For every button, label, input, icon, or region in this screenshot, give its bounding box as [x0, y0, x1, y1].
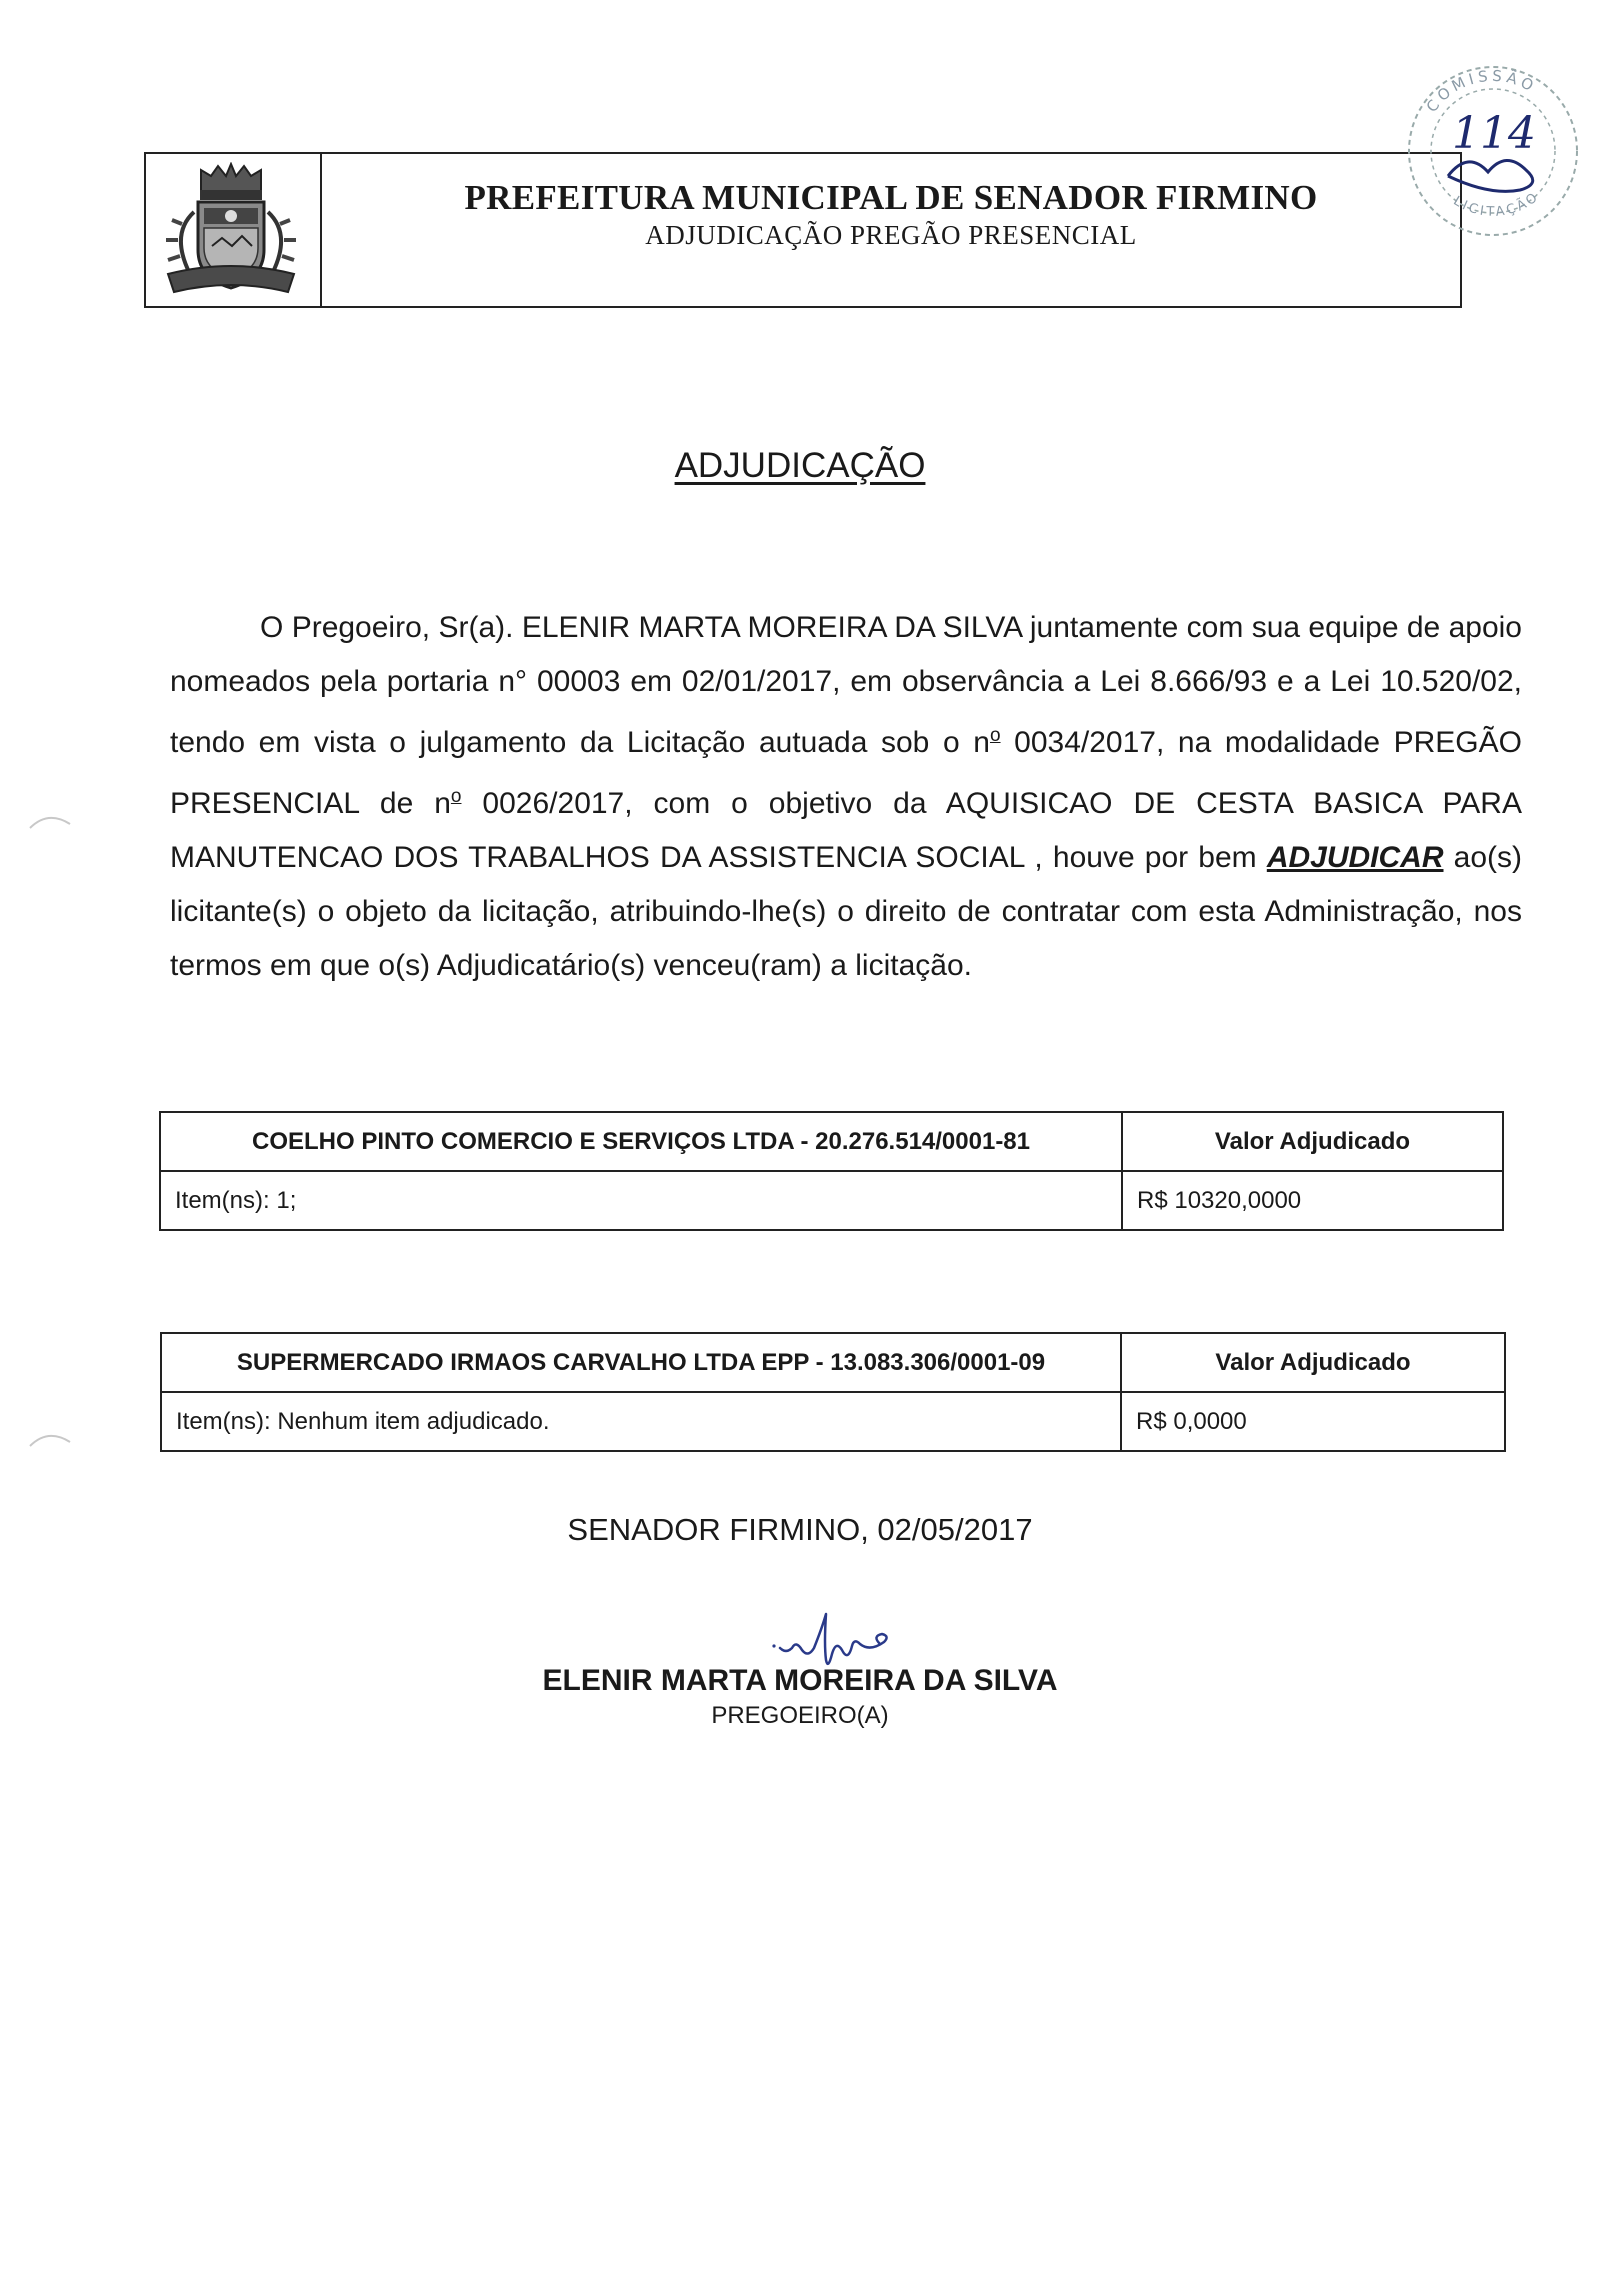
hole-punch-mark-icon [26, 812, 76, 832]
paragraph-part-3: 0026/2017, com o objetivo da AQUISICAO DE CESTA BASICA PARA MANUTENCAO DOS TRABALHOS DA ASSISTENCIA SOCIAL , houve por bem [170, 787, 1522, 874]
ordinal-indicator-2: o [450, 786, 462, 807]
award-table [159, 1111, 1504, 1231]
stamp-top-text: COMISSÃO [1422, 66, 1540, 116]
award-table-row [160, 1171, 1503, 1230]
award-keyword: ADJUDICAR [1266, 841, 1444, 874]
document-title [0, 446, 1600, 486]
place-and-date: SENADOR FIRMINO, 02/05/2017 [567, 1512, 1033, 1547]
paragraph-part-4: ao(s) licitante(s) o objeto da licitação, atribuindo-lhe(s) o direito de contratar com esta Administração, nos termos em que o(s) Adjudicatário(s) venceu(ram) a licitação. [170, 841, 1522, 982]
award-table-row [161, 1392, 1505, 1451]
value-header-cell: Valor Adjudicado [1121, 1333, 1505, 1392]
letterhead [144, 152, 1462, 308]
value-header-cell: Valor Adjudicado [1122, 1112, 1503, 1171]
value-cell: R$ 0,0000 [1121, 1392, 1505, 1451]
award-table [160, 1332, 1506, 1452]
stamp-page-number: 114 [1452, 108, 1536, 159]
items-cell: Item(ns): 1; [160, 1171, 1122, 1230]
letterhead-titles [322, 154, 1460, 306]
municipal-coat-of-arms-icon [156, 162, 306, 300]
document-type-subtitle: ADJUDICAÇÃO PREGÃO PRESENCIAL [645, 220, 1137, 250]
crest-cell [146, 154, 322, 306]
paragraph-part-1: O Pregoeiro, Sr(a). ELENIR MARTA MOREIRA DA SILVA juntamente com sua equipe de apoio nomeados pela portaria n° 00003 em 02/01/2017, em observância a Lei 8.666/93 e a Lei 10.520/02, tendo em vista o julgamento da Licitação autuada sob o n [170, 611, 1522, 759]
value-cell: R$ 10320,0000 [1122, 1171, 1503, 1230]
paragraph-part-2: 0034/2017, na modalidade PREGÃO PRESENCIAL de n [170, 726, 1522, 820]
stamp-bottom-text: LICITAÇÃO [1450, 188, 1543, 220]
bidder-name-cell: COELHO PINTO COMERCIO E SERVIÇOS LTDA - 20.276.514/0001-81 [160, 1112, 1122, 1171]
municipality-title: PREFEITURA MUNICIPAL DE SENADOR FIRMINO [464, 178, 1318, 217]
award-table-header-row [161, 1333, 1505, 1392]
signer-role: PREGOEIRO(A) [711, 1702, 889, 1729]
bidder-name-cell: SUPERMERCADO IRMAOS CARVALHO LTDA EPP - 13.083.306/0001-09 [161, 1333, 1121, 1392]
ordinal-indicator-1: o [989, 725, 1001, 746]
svg-text:LICITAÇÃO [1451, 189, 1543, 220]
items-cell: Item(ns): Nenhum item adjudicado. [161, 1392, 1121, 1451]
hole-punch-mark-icon [26, 1430, 76, 1450]
commission-stamp-icon [1398, 56, 1588, 246]
adjudication-paragraph [170, 601, 1522, 993]
award-table-header-row [160, 1112, 1503, 1171]
document-title-text: ADJUDICAÇÃO [674, 446, 926, 485]
signer-name: ELENIR MARTA MOREIRA DA SILVA [542, 1664, 1058, 1697]
